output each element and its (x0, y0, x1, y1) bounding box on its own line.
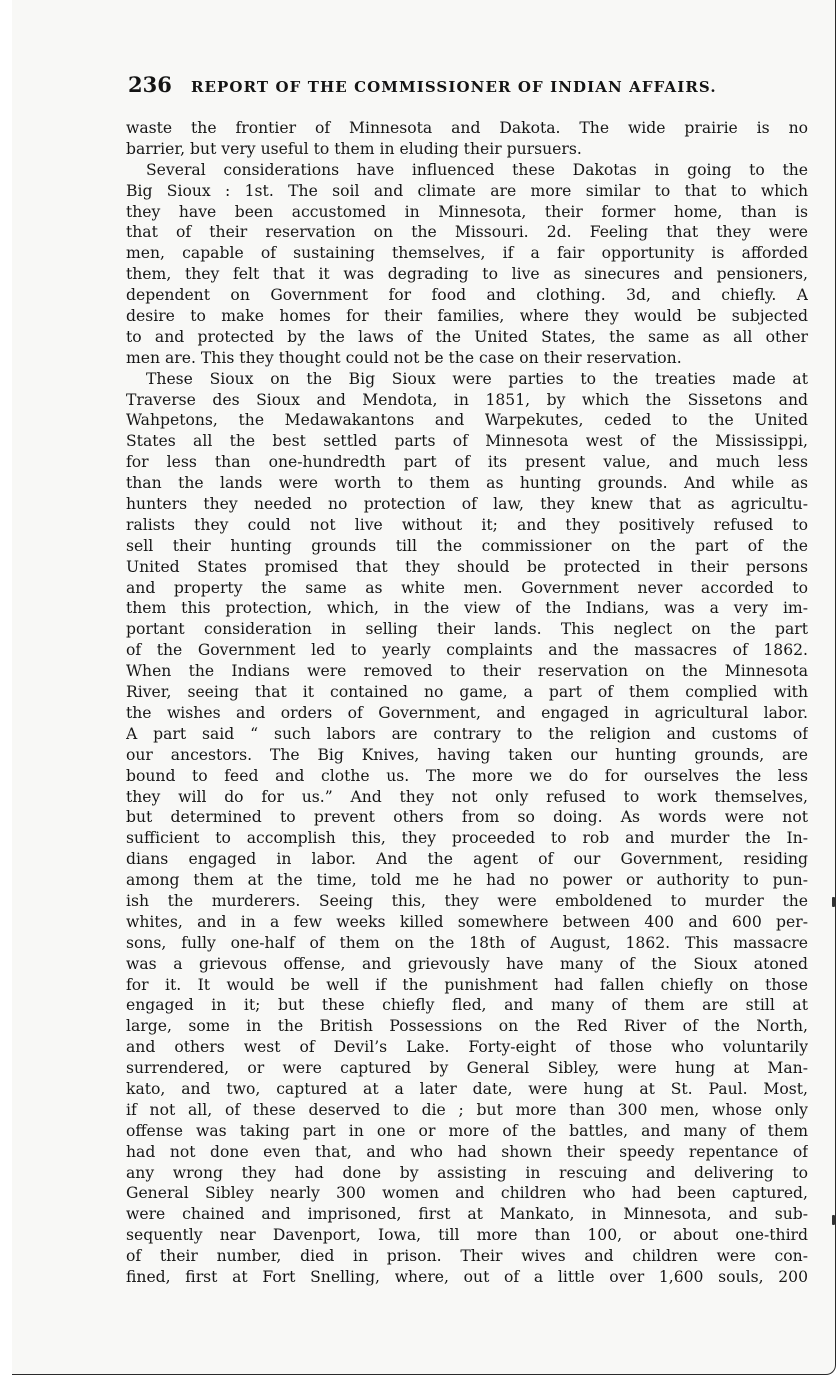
text-line: was a grievous offense, and grievously have many of the Sioux atoned (126, 954, 808, 973)
text-line: of their number, died in prison. Their wives and children were con- (126, 1247, 808, 1266)
text-line: than the lands were worth to them as hunting grounds. And while as (126, 474, 808, 493)
text-line: to and protected by the laws of the United States, the same as all other (126, 327, 808, 346)
text-line: A part said “ such labors are contrary to the religion and customs of (126, 724, 808, 743)
text-line: large, some in the British Possessions on the Red River of the North, (126, 1017, 808, 1036)
text-line: desire to make homes for their families, where they would be subjected (126, 307, 808, 326)
text-line (126, 1288, 808, 1309)
text-line: that of their reservation on the Missouri. 2d. Feeling that they were (126, 223, 808, 242)
text-line: men, capable of sustaining themselves, if a fair opportunity is afforded (126, 244, 808, 263)
text-line: they will do for us.” And they not only refused to work themselves, (126, 787, 808, 806)
text-line: sequently near Davenport, Iowa, till more than 100, or about one-third (126, 1226, 808, 1245)
text-line: any wrong they had done by assisting in rescuing and delivering to (126, 1163, 808, 1182)
text-line: engaged in it; but these chiefly fled, and many of them are still at (126, 996, 808, 1015)
text-line: they have been accustomed in Minnesota, their former home, than is (126, 202, 808, 221)
text-line: waste the frontier of Minnesota and Dakota. The wide prairie is no (126, 119, 808, 137)
text-line: men are. This they thought could not be the case on their reservation. (126, 348, 682, 367)
text-line: bound to feed and clothe us. The more we do for ourselves the less (126, 766, 808, 785)
page-header (128, 72, 768, 102)
text-line: sell their hunting grounds till the commissioner on the part of the (126, 536, 808, 555)
text-line: Big Sioux : 1st. The soil and climate are more similar to that to which (126, 181, 808, 200)
text-line: ish the murderers. Seeing this, they were emboldened to murder the (126, 891, 808, 910)
paragraph-first-line: These Sioux on the Big Sioux were parties to the treaties made at (146, 369, 808, 388)
text-line: hunters they needed no protection of law, they knew that as agricultu- (126, 495, 808, 514)
text-line: our ancestors. The Big Knives, having taken our hunting grounds, are (126, 745, 808, 764)
scan-edge-mark (832, 897, 835, 907)
text-line: for it. It would be well if the punishment had fallen chiefly on those (126, 975, 808, 994)
text-line: sufficient to accomplish this, they proceeded to rob and murder the In- (126, 829, 808, 848)
text-line: the wishes and orders of Government, and engaged in agricultural labor. (126, 703, 808, 722)
paragraph-first-line: Several considerations have influenced these Dakotas in going to the (146, 160, 808, 179)
text-line: States all the best settled parts of Minnesota west of the Mississippi, (126, 432, 808, 451)
text-line: surrendered, or were captured by General Sibley, were hung at Man- (126, 1059, 808, 1078)
running-title: REPORT OF THE COMMISSIONER OF INDIAN AFFAIRS. (190, 78, 717, 96)
text-line: When the Indians were removed to their reservation on the Minnesota (126, 662, 808, 681)
text-line: Traverse des Sioux and Mendota, in 1851, by which the Sissetons and (126, 390, 808, 409)
text-line: among them at the time, told me he had no power or authority to pun- (126, 871, 808, 890)
text-line: ralists they could not live without it; and they positively refused to (126, 515, 808, 534)
scan-edge-mark (832, 1215, 835, 1225)
text-line: them, they felt that it was degrading to live as sinecures and pensioners, (126, 265, 808, 284)
text-line: and others west of Devil’s Lake. Forty-eight of those who voluntarily (126, 1038, 808, 1057)
text-line: dians engaged in labor. And the agent of our Government, residing (126, 850, 808, 869)
text-line: were chained and imprisoned, first at Mankato, in Minnesota, and sub- (126, 1205, 808, 1224)
text-line: whites, and in a few weeks killed somewhere between 400 and 600 per- (126, 912, 808, 931)
body-text (126, 118, 808, 1309)
text-line: General Sibley nearly 300 women and children who had been captured, (126, 1184, 808, 1203)
text-line: dependent on Government for food and clothing. 3d, and chiefly. A (126, 286, 808, 305)
text-line: kato, and two, captured at a later date, were hung at St. Paul. Most, (126, 1079, 808, 1098)
text-line: barrier, but very useful to them in eluding their pursuers. (126, 139, 582, 158)
text-line: if not all, of these deserved to die ; but more than 300 men, whose only (126, 1100, 808, 1119)
document-page (12, 0, 836, 1375)
text-line: but determined to prevent others from so doing. As words were not (126, 808, 808, 827)
text-line: United States promised that they should be protected in their persons (126, 557, 808, 576)
text-line: for less than one-hundredth part of its present value, and much less (126, 453, 808, 472)
text-line: Wahpetons, the Medawakantons and Warpekutes, ceded to the United (126, 411, 808, 430)
page-number: 236 (128, 72, 172, 97)
text-line: them this protection, which, in the view of the Indians, was a very im- (126, 599, 808, 618)
text-line: had not done even that, and who had shown their speedy repentance of (126, 1142, 808, 1161)
text-line: of the Government led to yearly complaints and the massacres of 1862. (126, 641, 808, 660)
text-line: River, seeing that it contained no game, a part of them complied with (126, 683, 808, 702)
text-line: portant consideration in selling their lands. This neglect on the part (126, 620, 808, 639)
text-line: sons, fully one-half of them on the 18th of August, 1862. This massacre (126, 933, 808, 952)
text-line: offense was taking part in one or more of the battles, and many of them (126, 1121, 808, 1140)
text-line: and property the same as white men. Government never accorded to (126, 578, 808, 597)
text-line: fined, first at Fort Snelling, where, out of a little over 1,600 souls, 200 (126, 1267, 808, 1286)
